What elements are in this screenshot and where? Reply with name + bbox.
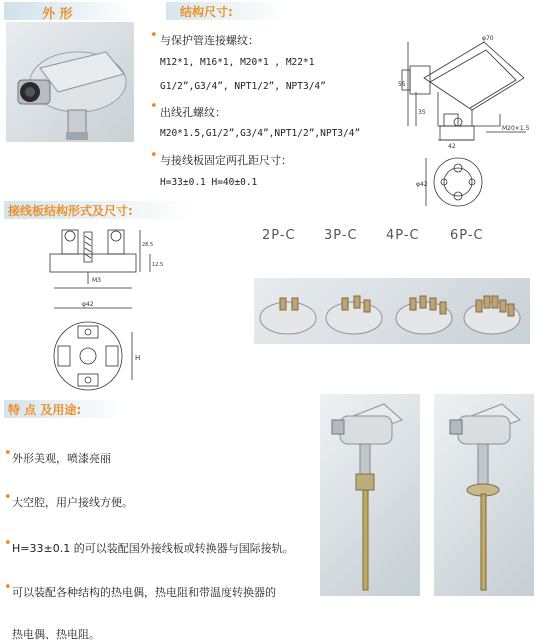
outlet-title: 出线孔螺纹： (160, 106, 226, 119)
feature-item: H=33±0.1 的可以装配国外接线板或转换器与国际接轨。 (12, 542, 294, 555)
feature-item: 外形美观，喷漆亮丽 (12, 452, 111, 465)
thermocouple-flanged-illustration (434, 394, 534, 596)
dim-125: 12.5 (152, 262, 164, 268)
bullet-icon: • (150, 99, 158, 114)
terminal-board-header (4, 201, 194, 219)
dim-35: 35 (418, 109, 426, 116)
dim-h: H (135, 354, 141, 362)
terminal-head-photo (6, 22, 134, 142)
bullet-icon: • (4, 536, 12, 551)
appearance-header (4, 2, 134, 20)
dim-d42b: φ42 (416, 181, 428, 188)
terminal-board-title: 接线板结构形式及尺寸: (8, 204, 133, 218)
thermocouple-photo-threaded (320, 394, 420, 596)
head-dimension-drawing (396, 22, 544, 222)
appearance-title: 外 形 (42, 7, 73, 22)
feature-item: 热电偶、热电阻。 (12, 628, 100, 641)
bullet-icon: • (4, 490, 12, 505)
outlet-line: M20*1.5,G1/2”,G3/4”,NPT1/2”,NPT3/4” (160, 128, 361, 139)
dim-m3: M3 (92, 277, 101, 284)
dim-42: 42 (448, 143, 456, 150)
structure-size-title: 结构尺寸: (180, 5, 233, 19)
structure-size-header (166, 2, 286, 20)
features-header (4, 400, 124, 418)
dim-d42c: φ42 (82, 301, 94, 308)
thermocouple-threaded-illustration (320, 394, 420, 596)
features-title: 特 点 及用途: (8, 403, 82, 417)
model-label: 2P-C (262, 228, 296, 243)
hole-title: 与接线板固定两孔距尺寸： (160, 154, 292, 167)
thread-line-1: M12*1, M16*1, M20*1 , M22*1 (160, 57, 315, 68)
hole-line: H=33±0.1 H=40±0.1 (160, 177, 258, 188)
bullet-icon: • (150, 28, 158, 43)
terminal-board-side-drawing (40, 222, 170, 318)
terminal-head-illustration (6, 22, 134, 142)
terminal-board-top-drawing (40, 318, 150, 398)
bullet-icon: • (4, 580, 12, 595)
dim-55: 55 (398, 81, 406, 88)
model-label: 4P-C (386, 228, 420, 243)
model-label: 6P-C (450, 228, 484, 243)
bullet-icon: • (150, 148, 158, 163)
bullet-icon: • (4, 446, 12, 461)
thread-line-2: G1/2”,G3/4”, NPT1/2”, NPT3/4” (160, 81, 326, 92)
terminal-boards-photo (254, 278, 530, 344)
terminal-boards-illustration (254, 278, 530, 344)
thermocouple-photo-flanged (434, 394, 534, 596)
dim-d70: φ70 (482, 35, 494, 42)
thread-title: 与保护管连接螺纹： (160, 34, 259, 47)
feature-item: 可以装配各种结构的热电偶，热电阻和带温度转换器的 (12, 586, 276, 599)
model-label: 3P-C (324, 228, 358, 243)
feature-item: 大空腔，用户接线方便。 (12, 496, 133, 509)
dim-m20: M20×1.5 (502, 125, 530, 132)
dim-285: 28.5 (142, 242, 154, 248)
